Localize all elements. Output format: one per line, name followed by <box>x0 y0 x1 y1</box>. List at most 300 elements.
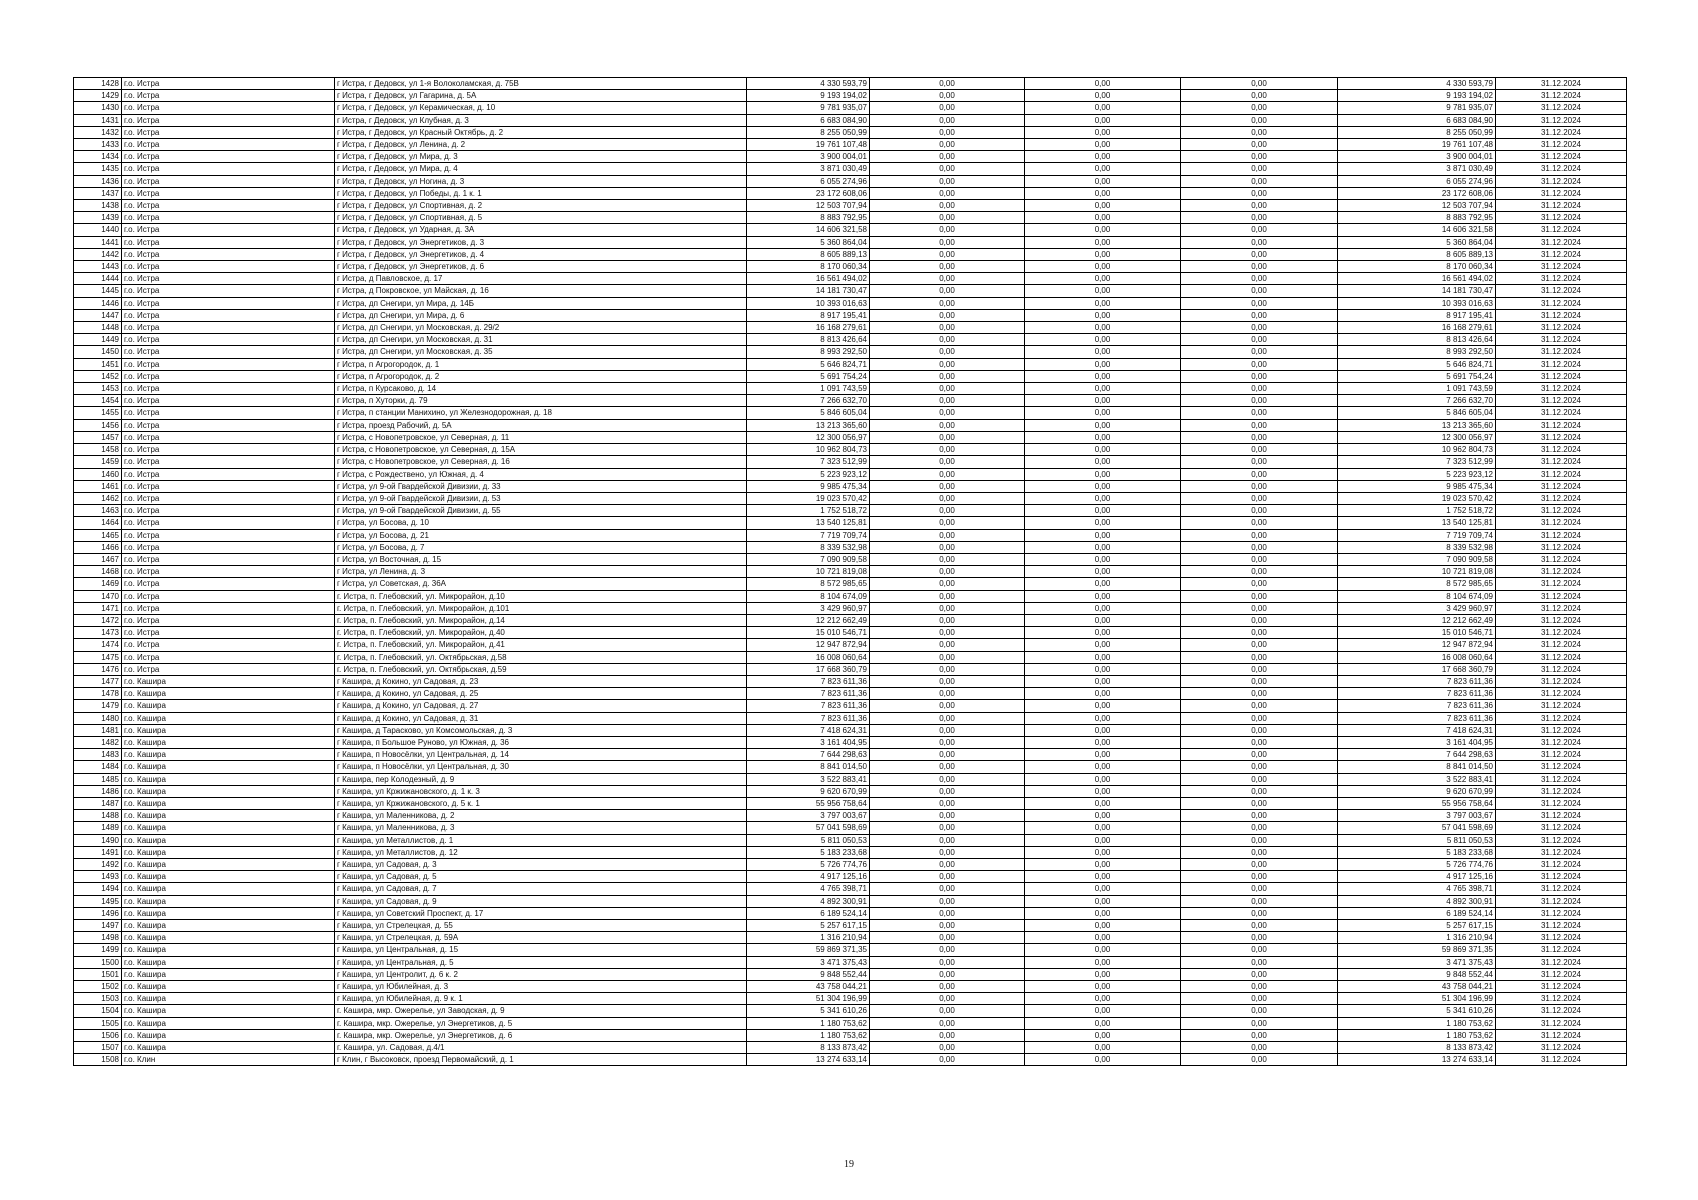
amount-balance-cell: 8 917 195,41 <box>1338 309 1496 321</box>
row-number-cell: 1471 <box>74 602 122 614</box>
amount-col-1-cell: 0,00 <box>870 639 1025 651</box>
municipality-cell: г.о. Истра <box>122 614 335 626</box>
amount-col-1-cell: 0,00 <box>870 920 1025 932</box>
amount-col-3-cell: 0,00 <box>1181 261 1338 273</box>
municipality-cell: г.о. Истра <box>122 444 335 456</box>
address-cell: г Кашира, ул Центральная, д. 5 <box>335 956 747 968</box>
table-row <box>74 590 1627 602</box>
date-cell: 31.12.2024 <box>1496 578 1627 590</box>
amount-col-3-cell: 0,00 <box>1181 1029 1338 1041</box>
amount-total-cell: 8 572 985,65 <box>747 578 870 590</box>
row-number-cell: 1496 <box>74 907 122 919</box>
amount-balance-cell: 7 823 611,36 <box>1338 675 1496 687</box>
amount-col-1-cell: 0,00 <box>870 456 1025 468</box>
amount-col-1-cell: 0,00 <box>870 370 1025 382</box>
address-cell: г Кашира, д Кокино, ул Садовая, д. 25 <box>335 688 747 700</box>
table-row <box>74 346 1627 358</box>
municipality-cell: г.о. Истра <box>122 541 335 553</box>
amount-balance-cell: 5 646 824,71 <box>1338 358 1496 370</box>
date-cell: 31.12.2024 <box>1496 993 1627 1005</box>
amount-col-3-cell: 0,00 <box>1181 749 1338 761</box>
amount-col-2-cell: 0,00 <box>1025 675 1181 687</box>
amount-col-3-cell: 0,00 <box>1181 102 1338 114</box>
amount-col-3-cell: 0,00 <box>1181 480 1338 492</box>
row-number-cell: 1452 <box>74 370 122 382</box>
amount-col-1-cell: 0,00 <box>870 1005 1025 1017</box>
amount-col-2-cell: 0,00 <box>1025 322 1181 334</box>
amount-col-2-cell: 0,00 <box>1025 1054 1181 1066</box>
amount-total-cell: 10 962 804,73 <box>747 444 870 456</box>
amount-balance-cell: 8 572 985,65 <box>1338 578 1496 590</box>
amount-col-3-cell: 0,00 <box>1181 187 1338 199</box>
amount-col-1-cell: 0,00 <box>870 175 1025 187</box>
amount-col-3-cell: 0,00 <box>1181 395 1338 407</box>
amount-total-cell: 4 892 300,91 <box>747 895 870 907</box>
amount-balance-cell: 7 090 909,58 <box>1338 553 1496 565</box>
amount-col-2-cell: 0,00 <box>1025 761 1181 773</box>
date-cell: 31.12.2024 <box>1496 822 1627 834</box>
address-cell: г Истра, с Новопетровское, ул Северная, д. 11 <box>335 431 747 443</box>
amount-total-cell: 7 090 909,58 <box>747 553 870 565</box>
amount-total-cell: 1 316 210,94 <box>747 932 870 944</box>
amount-total-cell: 8 605 889,13 <box>747 248 870 260</box>
amount-col-2-cell: 0,00 <box>1025 187 1181 199</box>
amount-balance-cell: 7 266 632,70 <box>1338 395 1496 407</box>
table-row <box>74 712 1627 724</box>
date-cell: 31.12.2024 <box>1496 785 1627 797</box>
amount-balance-cell: 7 823 611,36 <box>1338 688 1496 700</box>
amount-col-2-cell: 0,00 <box>1025 297 1181 309</box>
municipality-cell: г.о. Истра <box>122 602 335 614</box>
date-cell: 31.12.2024 <box>1496 724 1627 736</box>
address-cell: г Кашира, д Тарасково, ул Комсомольская, д. 3 <box>335 724 747 736</box>
amount-col-1-cell: 0,00 <box>870 517 1025 529</box>
amount-total-cell: 23 172 608,06 <box>747 187 870 199</box>
municipality-cell: г.о. Истра <box>122 334 335 346</box>
municipality-cell: г.о. Истра <box>122 261 335 273</box>
amount-col-3-cell: 0,00 <box>1181 907 1338 919</box>
address-cell: г Истра, ул Восточная, д. 15 <box>335 553 747 565</box>
municipality-cell: г.о. Истра <box>122 578 335 590</box>
row-number-cell: 1465 <box>74 529 122 541</box>
date-cell: 31.12.2024 <box>1496 1017 1627 1029</box>
amount-balance-cell: 9 781 935,07 <box>1338 102 1496 114</box>
amount-col-3-cell: 0,00 <box>1181 797 1338 809</box>
amount-total-cell: 3 429 960,97 <box>747 602 870 614</box>
address-cell: г Истра, дп Снегири, ул Московская, д. 35 <box>335 346 747 358</box>
amount-total-cell: 19 023 570,42 <box>747 492 870 504</box>
row-number-cell: 1432 <box>74 126 122 138</box>
date-cell: 31.12.2024 <box>1496 200 1627 212</box>
row-number-cell: 1446 <box>74 297 122 309</box>
municipality-cell: г.о. Истра <box>122 627 335 639</box>
date-cell: 31.12.2024 <box>1496 590 1627 602</box>
amount-col-3-cell: 0,00 <box>1181 773 1338 785</box>
amount-col-1-cell: 0,00 <box>870 1054 1025 1066</box>
amount-total-cell: 8 883 792,95 <box>747 212 870 224</box>
table-row <box>74 163 1627 175</box>
amount-balance-cell: 9 620 670,99 <box>1338 785 1496 797</box>
address-cell: г Истра, ул Босова, д. 7 <box>335 541 747 553</box>
amount-balance-cell: 16 008 060,64 <box>1338 651 1496 663</box>
address-cell: г Кашира, ул Металлистов, д. 12 <box>335 846 747 858</box>
row-number-cell: 1485 <box>74 773 122 785</box>
municipality-cell: г.о. Истра <box>122 236 335 248</box>
amount-balance-cell: 10 393 016,63 <box>1338 297 1496 309</box>
table-row <box>74 797 1627 809</box>
address-cell: г Кашира, ул Стрелецкая, д. 55 <box>335 920 747 932</box>
date-cell: 31.12.2024 <box>1496 322 1627 334</box>
address-cell: г Истра, г Дедовск, ул Мира, д. 4 <box>335 163 747 175</box>
amount-balance-cell: 7 323 512,99 <box>1338 456 1496 468</box>
row-number-cell: 1483 <box>74 749 122 761</box>
amount-balance-cell: 8 993 292,50 <box>1338 346 1496 358</box>
amount-col-3-cell: 0,00 <box>1181 590 1338 602</box>
municipality-cell: г.о. Кашира <box>122 797 335 809</box>
row-number-cell: 1503 <box>74 993 122 1005</box>
row-number-cell: 1442 <box>74 248 122 260</box>
row-number-cell: 1486 <box>74 785 122 797</box>
municipality-cell: г.о. Истра <box>122 505 335 517</box>
amount-total-cell: 9 781 935,07 <box>747 102 870 114</box>
amount-total-cell: 12 212 662,49 <box>747 614 870 626</box>
amount-col-2-cell: 0,00 <box>1025 956 1181 968</box>
address-cell: г Истра, г Дедовск, ул Клубная, д. 3 <box>335 114 747 126</box>
address-cell: г Кашира, ул Садовая, д. 7 <box>335 883 747 895</box>
amount-total-cell: 55 956 758,64 <box>747 797 870 809</box>
date-cell: 31.12.2024 <box>1496 248 1627 260</box>
amount-col-2-cell: 0,00 <box>1025 468 1181 480</box>
table-row <box>74 993 1627 1005</box>
amount-total-cell: 3 522 883,41 <box>747 773 870 785</box>
row-number-cell: 1493 <box>74 871 122 883</box>
amount-total-cell: 7 418 624,31 <box>747 724 870 736</box>
address-cell: г. Истра, п. Глебовский, ул. Микрорайон, д.41 <box>335 639 747 651</box>
date-cell: 31.12.2024 <box>1496 444 1627 456</box>
document-page <box>73 77 1626 1066</box>
amount-total-cell: 19 761 107,48 <box>747 139 870 151</box>
amount-col-1-cell: 0,00 <box>870 334 1025 346</box>
amount-balance-cell: 12 300 056,97 <box>1338 431 1496 443</box>
amount-col-1-cell: 0,00 <box>870 834 1025 846</box>
amount-balance-cell: 6 683 084,90 <box>1338 114 1496 126</box>
amount-col-2-cell: 0,00 <box>1025 651 1181 663</box>
address-cell: г Кашира, ул Садовая, д. 9 <box>335 895 747 907</box>
amount-balance-cell: 13 540 125,81 <box>1338 517 1496 529</box>
amount-col-2-cell: 0,00 <box>1025 553 1181 565</box>
row-number-cell: 1469 <box>74 578 122 590</box>
date-cell: 31.12.2024 <box>1496 749 1627 761</box>
amount-col-3-cell: 0,00 <box>1181 981 1338 993</box>
address-cell: г Истра, г Дедовск, ул Красный Октябрь, д. 2 <box>335 126 747 138</box>
amount-col-3-cell: 0,00 <box>1181 517 1338 529</box>
table-row <box>74 883 1627 895</box>
row-number-cell: 1450 <box>74 346 122 358</box>
address-cell: г Истра, г Дедовск, ул Энергетиков, д. 3 <box>335 236 747 248</box>
date-cell: 31.12.2024 <box>1496 675 1627 687</box>
amount-col-3-cell: 0,00 <box>1181 444 1338 456</box>
date-cell: 31.12.2024 <box>1496 431 1627 443</box>
row-number-cell: 1431 <box>74 114 122 126</box>
address-cell: г Кашира, ул Кржижановского, д. 1 к. 3 <box>335 785 747 797</box>
amount-balance-cell: 3 161 404,95 <box>1338 736 1496 748</box>
amount-col-3-cell: 0,00 <box>1181 346 1338 358</box>
amount-col-2-cell: 0,00 <box>1025 1017 1181 1029</box>
date-cell: 31.12.2024 <box>1496 968 1627 980</box>
address-cell: г. Кашира, ул. Садовая, д.4/1 <box>335 1042 747 1054</box>
amount-col-2-cell: 0,00 <box>1025 749 1181 761</box>
amount-total-cell: 16 561 494,02 <box>747 273 870 285</box>
amount-col-3-cell: 0,00 <box>1181 651 1338 663</box>
amount-col-1-cell: 0,00 <box>870 346 1025 358</box>
date-cell: 31.12.2024 <box>1496 859 1627 871</box>
date-cell: 31.12.2024 <box>1496 90 1627 102</box>
amount-col-1-cell: 0,00 <box>870 895 1025 907</box>
amount-balance-cell: 8 104 674,09 <box>1338 590 1496 602</box>
amount-balance-cell: 8 813 426,64 <box>1338 334 1496 346</box>
amount-balance-cell: 57 041 598,69 <box>1338 822 1496 834</box>
amount-balance-cell: 3 471 375,43 <box>1338 956 1496 968</box>
row-number-cell: 1488 <box>74 810 122 822</box>
date-cell: 31.12.2024 <box>1496 834 1627 846</box>
amount-col-3-cell: 0,00 <box>1181 871 1338 883</box>
amount-col-2-cell: 0,00 <box>1025 981 1181 993</box>
date-cell: 31.12.2024 <box>1496 566 1627 578</box>
amount-balance-cell: 13 274 633,14 <box>1338 1054 1496 1066</box>
date-cell: 31.12.2024 <box>1496 334 1627 346</box>
table-row <box>74 785 1627 797</box>
date-cell: 31.12.2024 <box>1496 309 1627 321</box>
address-cell: г Истра, ул Босова, д. 10 <box>335 517 747 529</box>
amount-col-3-cell: 0,00 <box>1181 224 1338 236</box>
amount-balance-cell: 6 055 274,96 <box>1338 175 1496 187</box>
municipality-cell: г.о. Истра <box>122 78 335 90</box>
address-cell: г Кашира, ул Юбилейная, д. 3 <box>335 981 747 993</box>
table-row <box>74 968 1627 980</box>
amount-total-cell: 14 606 321,58 <box>747 224 870 236</box>
municipality-cell: г.о. Истра <box>122 553 335 565</box>
amount-col-1-cell: 0,00 <box>870 114 1025 126</box>
table-row <box>74 688 1627 700</box>
amount-col-2-cell: 0,00 <box>1025 126 1181 138</box>
municipality-cell: г.о. Кашира <box>122 761 335 773</box>
amount-col-2-cell: 0,00 <box>1025 846 1181 858</box>
amount-col-1-cell: 0,00 <box>870 151 1025 163</box>
date-cell: 31.12.2024 <box>1496 663 1627 675</box>
table-row <box>74 102 1627 114</box>
amount-col-2-cell: 0,00 <box>1025 102 1181 114</box>
data-table <box>73 77 1627 1066</box>
table-row <box>74 370 1627 382</box>
amount-col-3-cell: 0,00 <box>1181 126 1338 138</box>
amount-balance-cell: 1 316 210,94 <box>1338 932 1496 944</box>
address-cell: г Кашира, п Новосёлки, ул Центральная, д. 14 <box>335 749 747 761</box>
amount-balance-cell: 8 883 792,95 <box>1338 212 1496 224</box>
amount-col-2-cell: 0,00 <box>1025 859 1181 871</box>
row-number-cell: 1487 <box>74 797 122 809</box>
amount-total-cell: 3 161 404,95 <box>747 736 870 748</box>
amount-col-3-cell: 0,00 <box>1181 578 1338 590</box>
amount-col-2-cell: 0,00 <box>1025 736 1181 748</box>
table-row <box>74 383 1627 395</box>
amount-col-2-cell: 0,00 <box>1025 614 1181 626</box>
table-row <box>74 334 1627 346</box>
municipality-cell: г.о. Истра <box>122 224 335 236</box>
amount-total-cell: 8 339 532,98 <box>747 541 870 553</box>
amount-col-3-cell: 0,00 <box>1181 675 1338 687</box>
amount-total-cell: 5 646 824,71 <box>747 358 870 370</box>
municipality-cell: г.о. Истра <box>122 407 335 419</box>
address-cell: г Кашира, д Кокино, ул Садовая, д. 27 <box>335 700 747 712</box>
table-row <box>74 529 1627 541</box>
amount-balance-cell: 7 418 624,31 <box>1338 724 1496 736</box>
table-row <box>74 981 1627 993</box>
amount-col-2-cell: 0,00 <box>1025 456 1181 468</box>
row-number-cell: 1506 <box>74 1029 122 1041</box>
row-number-cell: 1434 <box>74 151 122 163</box>
amount-col-3-cell: 0,00 <box>1181 236 1338 248</box>
amount-col-2-cell: 0,00 <box>1025 444 1181 456</box>
address-cell: г Истра, ул Ленина, д. 3 <box>335 566 747 578</box>
date-cell: 31.12.2024 <box>1496 492 1627 504</box>
municipality-cell: г.о. Истра <box>122 151 335 163</box>
amount-col-2-cell: 0,00 <box>1025 151 1181 163</box>
municipality-cell: г.о. Истра <box>122 346 335 358</box>
row-number-cell: 1505 <box>74 1017 122 1029</box>
amount-col-1-cell: 0,00 <box>870 78 1025 90</box>
amount-col-1-cell: 0,00 <box>870 468 1025 480</box>
amount-col-2-cell: 0,00 <box>1025 419 1181 431</box>
amount-total-cell: 5 360 864,04 <box>747 236 870 248</box>
amount-col-1-cell: 0,00 <box>870 444 1025 456</box>
municipality-cell: г.о. Истра <box>122 419 335 431</box>
table-row <box>74 627 1627 639</box>
date-cell: 31.12.2024 <box>1496 175 1627 187</box>
date-cell: 31.12.2024 <box>1496 614 1627 626</box>
row-number-cell: 1459 <box>74 456 122 468</box>
table-row <box>74 285 1627 297</box>
municipality-cell: г.о. Кашира <box>122 871 335 883</box>
table-row <box>74 261 1627 273</box>
amount-balance-cell: 51 304 196,99 <box>1338 993 1496 1005</box>
municipality-cell: г.о. Истра <box>122 383 335 395</box>
amount-col-2-cell: 0,00 <box>1025 663 1181 675</box>
table-row <box>74 822 1627 834</box>
municipality-cell: г.о. Истра <box>122 468 335 480</box>
date-cell: 31.12.2024 <box>1496 480 1627 492</box>
municipality-cell: г.о. Истра <box>122 273 335 285</box>
amount-col-2-cell: 0,00 <box>1025 200 1181 212</box>
table-row <box>74 566 1627 578</box>
amount-col-3-cell: 0,00 <box>1181 602 1338 614</box>
amount-balance-cell: 4 330 593,79 <box>1338 78 1496 90</box>
date-cell: 31.12.2024 <box>1496 895 1627 907</box>
row-number-cell: 1438 <box>74 200 122 212</box>
amount-total-cell: 57 041 598,69 <box>747 822 870 834</box>
table-row <box>74 675 1627 687</box>
amount-balance-cell: 13 213 365,60 <box>1338 419 1496 431</box>
table-row <box>74 407 1627 419</box>
address-cell: г Истра, г Дедовск, ул Ногина, д. 3 <box>335 175 747 187</box>
address-cell: г Истра, п станции Манихино, ул Железнодорожная, д. 18 <box>335 407 747 419</box>
municipality-cell: г.о. Истра <box>122 322 335 334</box>
municipality-cell: г.о. Истра <box>122 651 335 663</box>
municipality-cell: г.о. Кашира <box>122 785 335 797</box>
row-number-cell: 1495 <box>74 895 122 907</box>
amount-col-1-cell: 0,00 <box>870 859 1025 871</box>
address-cell: г. Истра, п. Глебовский, ул. Микрорайон, д.10 <box>335 590 747 602</box>
row-number-cell: 1466 <box>74 541 122 553</box>
row-number-cell: 1456 <box>74 419 122 431</box>
amount-col-1-cell: 0,00 <box>870 126 1025 138</box>
amount-col-1-cell: 0,00 <box>870 944 1025 956</box>
municipality-cell: г.о. Клин <box>122 1054 335 1066</box>
address-cell: г Кашира, пер Колодезный, д. 9 <box>335 773 747 785</box>
amount-total-cell: 4 917 125,16 <box>747 871 870 883</box>
amount-balance-cell: 8 255 050,99 <box>1338 126 1496 138</box>
table-row <box>74 761 1627 773</box>
address-cell: г Кашира, ул Советский Проспект, д. 17 <box>335 907 747 919</box>
amount-col-1-cell: 0,00 <box>870 431 1025 443</box>
municipality-cell: г.о. Кашира <box>122 1029 335 1041</box>
amount-col-2-cell: 0,00 <box>1025 163 1181 175</box>
address-cell: г. Кашира, мкр. Ожерелье, ул Энергетиков, д. 5 <box>335 1017 747 1029</box>
row-number-cell: 1468 <box>74 566 122 578</box>
amount-col-1-cell: 0,00 <box>870 492 1025 504</box>
table-row <box>74 639 1627 651</box>
amount-col-3-cell: 0,00 <box>1181 553 1338 565</box>
row-number-cell: 1476 <box>74 663 122 675</box>
amount-col-3-cell: 0,00 <box>1181 834 1338 846</box>
row-number-cell: 1472 <box>74 614 122 626</box>
amount-balance-cell: 7 644 298,63 <box>1338 749 1496 761</box>
address-cell: г Истра, г Дедовск, ул Керамическая, д. 10 <box>335 102 747 114</box>
table-row <box>74 932 1627 944</box>
municipality-cell: г.о. Истра <box>122 285 335 297</box>
table-row <box>74 614 1627 626</box>
amount-balance-cell: 3 797 003,67 <box>1338 810 1496 822</box>
amount-total-cell: 10 721 819,08 <box>747 566 870 578</box>
amount-total-cell: 10 393 016,63 <box>747 297 870 309</box>
row-number-cell: 1448 <box>74 322 122 334</box>
table-row <box>74 859 1627 871</box>
row-number-cell: 1460 <box>74 468 122 480</box>
amount-col-2-cell: 0,00 <box>1025 1029 1181 1041</box>
table-row <box>74 651 1627 663</box>
amount-balance-cell: 3 429 960,97 <box>1338 602 1496 614</box>
amount-col-1-cell: 0,00 <box>870 981 1025 993</box>
table-row <box>74 78 1627 90</box>
date-cell: 31.12.2024 <box>1496 456 1627 468</box>
row-number-cell: 1507 <box>74 1042 122 1054</box>
address-cell: г Кашира, ул Юбилейная, д. 9 к. 1 <box>335 993 747 1005</box>
amount-col-1-cell: 0,00 <box>870 566 1025 578</box>
municipality-cell: г.о. Истра <box>122 431 335 443</box>
amount-col-2-cell: 0,00 <box>1025 90 1181 102</box>
date-cell: 31.12.2024 <box>1496 944 1627 956</box>
date-cell: 31.12.2024 <box>1496 407 1627 419</box>
date-cell: 31.12.2024 <box>1496 773 1627 785</box>
address-cell: г Истра, ул 9-ой Гвардейской Дивизии, д. 33 <box>335 480 747 492</box>
amount-col-3-cell: 0,00 <box>1181 358 1338 370</box>
table-row <box>74 578 1627 590</box>
date-cell: 31.12.2024 <box>1496 370 1627 382</box>
amount-col-2-cell: 0,00 <box>1025 602 1181 614</box>
municipality-cell: г.о. Кашира <box>122 1042 335 1054</box>
amount-col-2-cell: 0,00 <box>1025 248 1181 260</box>
date-cell: 31.12.2024 <box>1496 700 1627 712</box>
amount-col-2-cell: 0,00 <box>1025 920 1181 932</box>
